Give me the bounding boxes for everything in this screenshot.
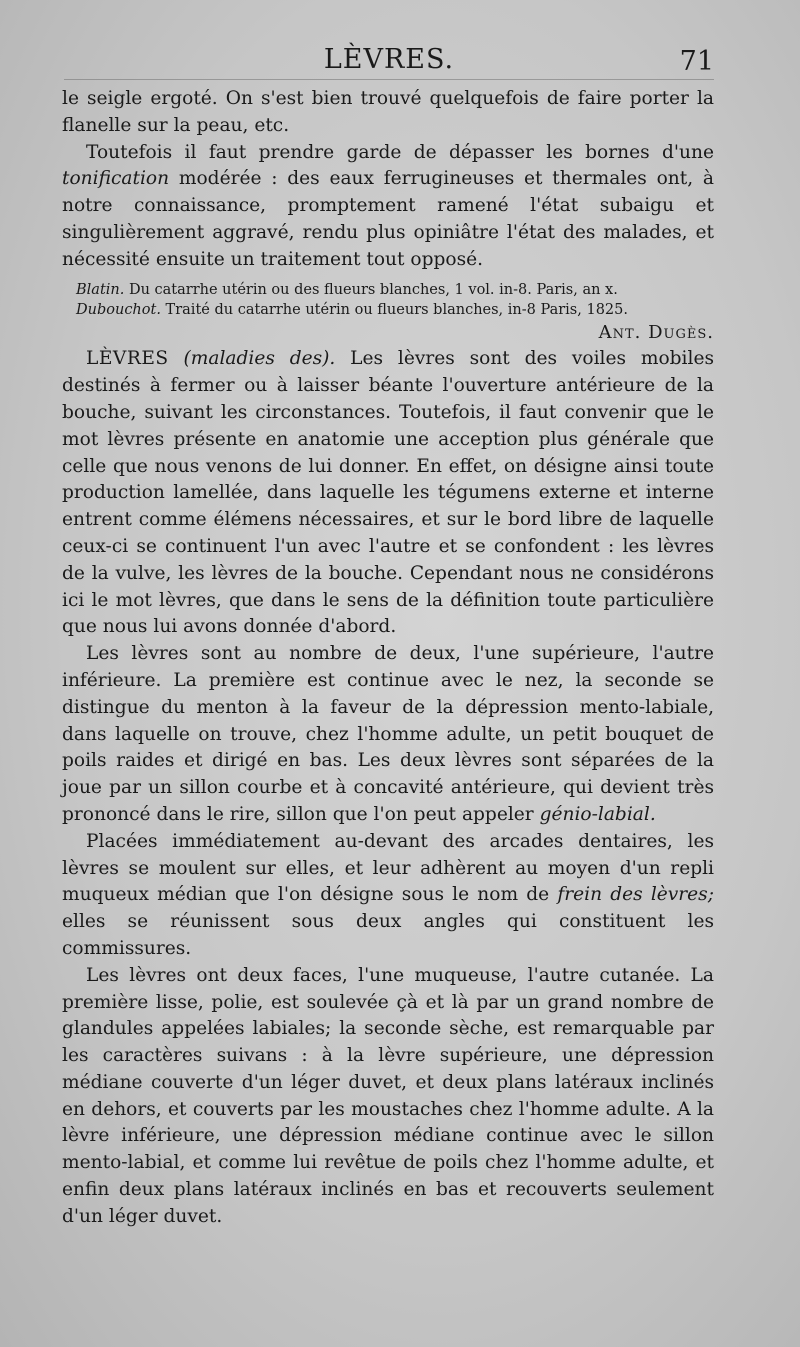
bibliography-entry — [62, 300, 714, 320]
bibliography-text: Du catarrhe utérin ou des flueurs blanches, 1 vol. in-8. Paris, an x. — [124, 281, 618, 298]
entry-headword: LÈVRES — [86, 348, 169, 370]
bibliography-author: Blatin. — [76, 281, 125, 298]
emphasis-term: (maladies des). — [183, 348, 336, 370]
bibliography-text: Traité du catarrhe utérin ou flueurs blanches, in-8 Paris, 1825. — [160, 301, 628, 318]
bibliography-author: Dubouchot. — [76, 301, 161, 318]
paragraph-nombre — [62, 641, 714, 829]
paragraph-text: Placées immédiatement au-devant des arcades dentaires, les lèvres se moulent sur elles, et leur adhèrent au moyen d'un repli muqueux médian que l'on désigne sous le nom de — [62, 830, 714, 906]
page-header — [64, 44, 714, 84]
author-signature: Ant. Dugès. — [598, 321, 714, 343]
bibliography-entry — [62, 280, 714, 300]
paragraph-text: elles se réunissent sous deux angles qui constituent les commissures. — [62, 911, 714, 959]
paragraph-continuation: le seigle ergoté. On s'est bien trouvé quelquefois de faire porter la flanelle sur la peau, etc. — [62, 88, 714, 136]
header-divider — [64, 79, 714, 80]
paragraph-text: modérée : des eaux ferrugineuses et thermales ont, à notre connaissance, promptement ramené l'état subaigu et singulièrement aggravé, rendu plus opiniâtre l'état des malades, et nécessité ensuite un traitement tout opposé. — [62, 168, 714, 270]
running-title: LÈVRES. — [323, 44, 455, 75]
paragraph-text: Les lèvres sont au nombre de deux, l'une supérieure, l'autre inférieure. La première est continue avec le nez, la seconde se distingue du menton à la faveur de la dépression mento-labiale, dans laquelle on trouve, chez l'homme adulte, un petit bouquet de poils raides et dirigé en bas. Les deux lèvres sont séparées de la joue par un sillon courbe et à concavité antérieure, qui devient très prononcé dans le rire, sillon que l'on peut appeler — [62, 643, 714, 825]
page-number: 71 — [679, 46, 714, 77]
page-text — [62, 86, 714, 1231]
paragraph-text: Les lèvres sont des voiles mobiles destinés à fermer ou à laisser béante l'ouverture antérieure de la bouche, suivant les circonstances. Toutefois, il faut convenir que le mot lèvres présente en anatomie une acception plus générale que celle que nous venons de lui donner. En effet, on désigne ainsi toute production lamellée, dans laquelle les tégumens externe et interne entrent comme élémens nécessaires, et sur le bord libre de laquelle ceux-ci se continuent l'un avec l'autre et se confondent : les lèvres de la vulve, les lèvres de la bouche. Cependant nous ne considérons ici le mot lèvres, que dans le sens de la définition toute particulière que nous lui avons donnée d'abord. — [62, 348, 714, 638]
paragraph-text: Toutefois il faut prendre garde de dépasser les bornes d'une — [86, 141, 714, 163]
bibliography — [62, 280, 714, 320]
emphasis-term: génio-labial. — [539, 803, 656, 825]
paragraph-faces: Les lèvres ont deux faces, l'une muqueuse, l'autre cutanée. La première lisse, polie, est soulevée çà et là par un grand nombre de glandules appelées labiales; la seconde sèche, est remarquable par les caractères suivans : à la lèvre supérieure, une dépression médiane couverte d'un léger duvet, et deux plans latéraux inclinés en dehors, et couverts par les moustaches chez l'homme adulte. A la lèvre inférieure, une dépression médiane continue avec le sillon mento-labial, et comme lui revêtue de poils chez l'homme adulte, et enfin deux plans latéraux inclinés en bas et recouverts seulement d'un léger duvet. — [62, 964, 714, 1227]
paragraph-tonification — [62, 140, 714, 274]
emphasis-term: frein des lèvres; — [557, 884, 714, 906]
paragraph-levres-intro — [62, 346, 714, 641]
emphasis-term: tonification — [62, 168, 170, 190]
paragraph-placees — [62, 829, 714, 963]
